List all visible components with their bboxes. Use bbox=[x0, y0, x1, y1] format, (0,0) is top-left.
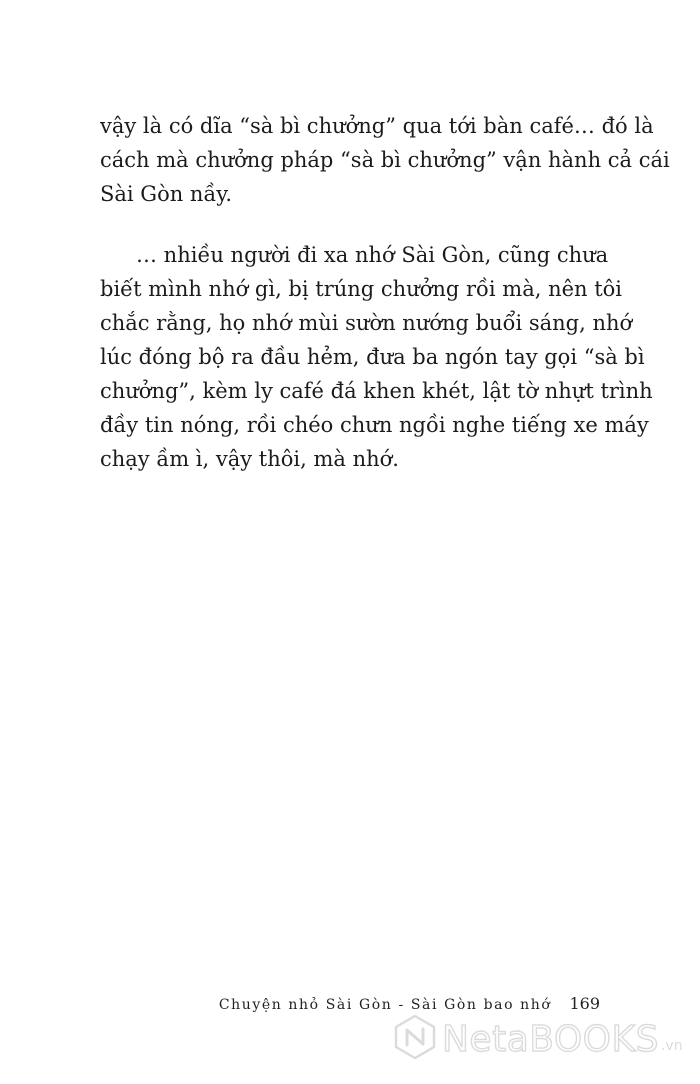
paragraph-line: vậy là có dĩa “sà bì chưởng” qua tới bàn café… đó là bbox=[100, 114, 654, 138]
paragraph-line: Sài Gòn nầy. bbox=[100, 182, 233, 206]
paragraph-line: cách mà chưởng pháp “sà bì chưởng” vận hành cả cái bbox=[100, 148, 670, 172]
page-footer bbox=[219, 994, 600, 1013]
watermark bbox=[392, 1014, 683, 1064]
paragraph-line: chưởng”, kèm ly café đá khen khét, lật tờ nhựt trình bbox=[100, 379, 653, 403]
paragraph-line: chắc rằng, họ nhớ mùi sườn nướng buổi sáng, nhớ bbox=[100, 311, 633, 335]
paragraph-line: đầy tin nóng, rồi chéo chưn ngồi nghe tiếng xe máy bbox=[100, 413, 649, 437]
paragraph-line: lúc đóng bộ ra đầu hẻm, đưa ba ngón tay gọi “sà bì bbox=[100, 345, 645, 369]
watermark-suffix: .vn bbox=[660, 1038, 683, 1054]
netabooks-logo-icon bbox=[392, 1014, 438, 1064]
running-title: Chuyện nhỏ Sài Gòn - Sài Gòn bao nhớ bbox=[218, 997, 552, 1013]
paragraph-line: chạy ầm ì, vậy thôi, mà nhớ. bbox=[100, 447, 399, 471]
watermark-brand: NetaBOOKS bbox=[442, 1018, 659, 1060]
page-number: 169 bbox=[569, 994, 600, 1013]
paragraph-line: biết mình nhớ gì, bị trúng chưởng rồi mà, nên tôi bbox=[100, 277, 623, 301]
paragraph-line: … nhiều người đi xa nhớ Sài Gòn, cũng chưa bbox=[136, 243, 609, 267]
